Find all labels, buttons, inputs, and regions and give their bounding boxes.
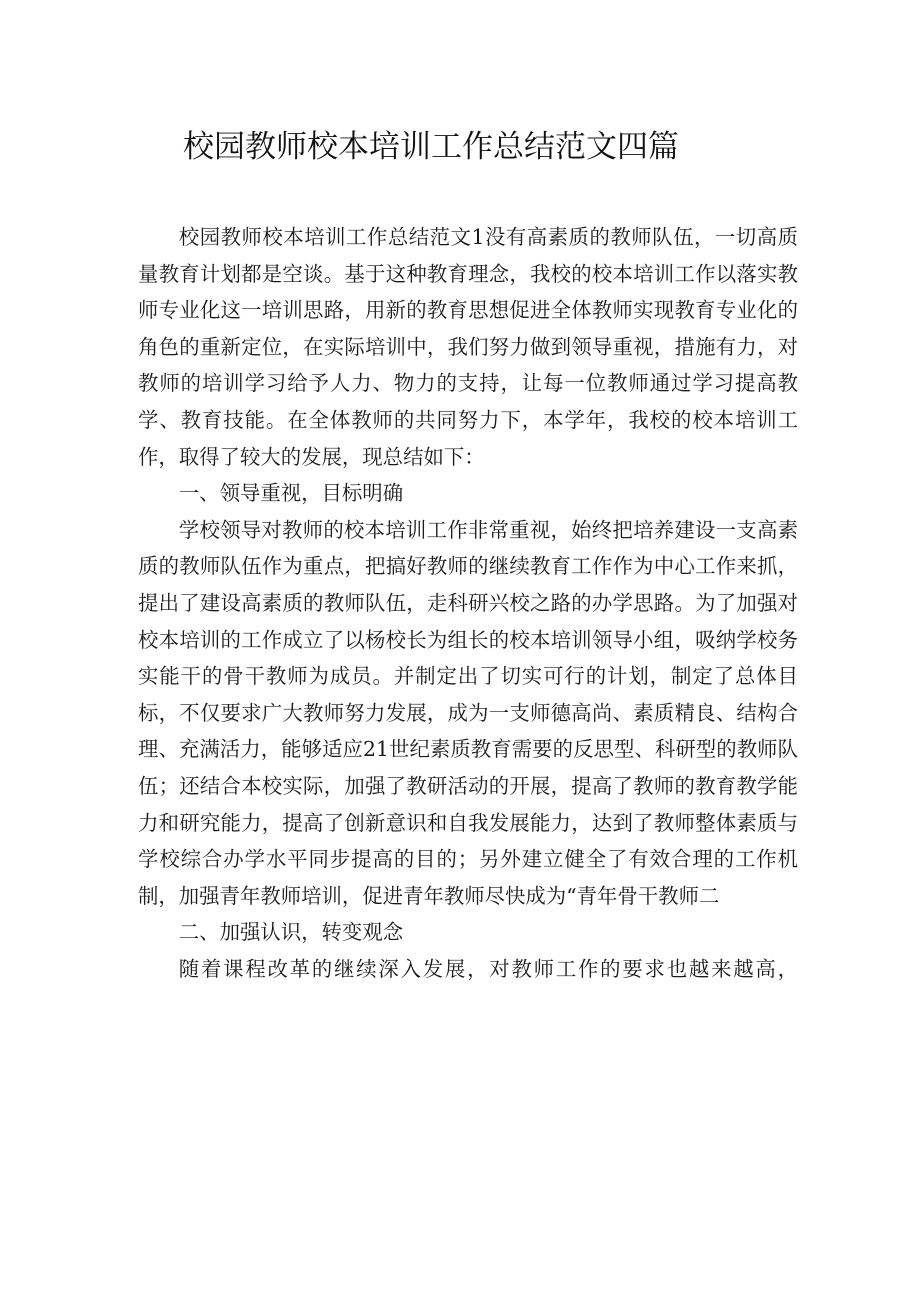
- paragraph-intro: 校园教师校本培训工作总结范文1没有高素质的教师队伍，一切高质量教育计划都是空谈。基于这种教育理念，我校的校本培训工作以落实教师专业化这一培训思路，用新的教育思想促进全体教师实现教育专业化的角色的重新定位，在实际培训中，我们努力做到领导重视，措施有力，对教师的培训学习给予人力、物力的支持，让每一位教师通过学习提高教学、教育技能。在全体教师的共同努力下，本学年，我校的校本培训工作，取得了较大的发展，现总结如下：: [138, 225, 798, 469]
- section-heading-2: 二、加强认识，转变观念: [178, 920, 404, 945]
- section-heading-1: 一、领导重视，目标明确: [178, 481, 404, 506]
- paragraph-section-2: 随着课程改革的继续深入发展，对教师工作的要求也越来越高，: [178, 956, 798, 981]
- document-title: 校园教师校本培训工作总结范文四篇: [183, 129, 679, 165]
- document-body: [138, 219, 798, 987]
- paragraph-section-1: 学校领导对教师的校本培训工作非常重视，始终把培养建设一支高素质的教师队伍作为重点，把搞好教师的继续教育工作作为中心工作来抓，提出了建设高素质的教师队伍，走科研兴校之路的办学思路。为了加强对校本培训的工作成立了以杨校长为组长的校本培训领导小组，吸纳学校务实能干的骨干教师为成员。并制定出了切实可行的计划，制定了总体目标，不仅要求广大教师努力发展，成为一支师德高尚、素质精良、结构合理、充满活力，能够适应21世纪素质教育需要的反思型、科研型的教师队伍；还结合本校实际，加强了教研活动的开展，提高了教师的教育教学能力和研究能力，提高了创新意识和自我发展能力，达到了教师整体素质与学校综合办学水平同步提高的目的；另外建立健全了有效合理的工作机制，加强青年教师培训，促进青年教师尽快成为“青年骨干教师二: [138, 517, 798, 908]
